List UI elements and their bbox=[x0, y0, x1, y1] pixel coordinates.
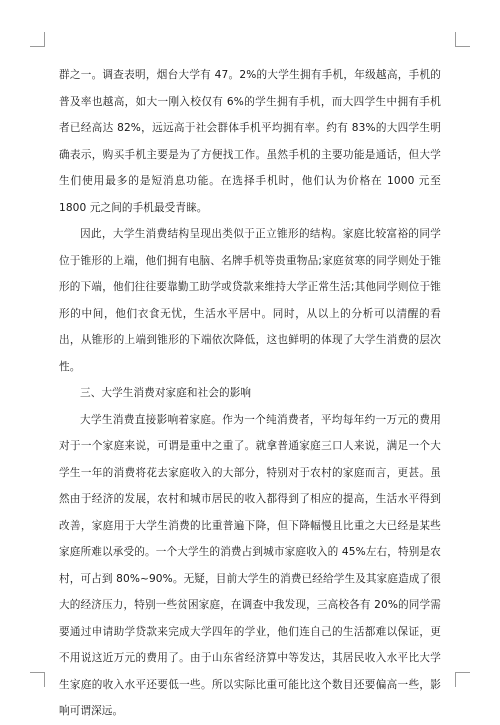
crop-mark-top-left bbox=[30, 32, 45, 47]
crop-mark-bottom-left bbox=[30, 672, 45, 687]
crop-mark-bottom-right bbox=[455, 672, 470, 687]
paragraph-consumption-structure: 因此，大学生消费结构呈现出类似于正立锥形的结构。家庭比较富裕的同学位于锥形的上端，他们拥有电脑、名牌手机等贵重物品;家庭贫寒的同学则处于锥形的下端，他们往往要靠勤工助学或贷款来维持大学正常生活;其他同学则位于锥形的中间，他们衣食无忧，生活水平居中。同时，从以上的分析可以清醒的看出，从锥形的上端到锥形的下端依次降低，这也鲜明的体现了大学生消费的层次性。 bbox=[59, 228, 441, 373]
crop-mark-top-right bbox=[455, 32, 470, 47]
document-body bbox=[59, 62, 441, 725]
paragraph-continuation: 群之一。调查表明，烟台大学有 47。2%的大学生拥有手机，年级越高，手机的普及率也越高，如大一刚入校仅有 6%的学生拥有手机，而大四学生中拥有手机者已经高达 82%，远远高于社会群体手机平均拥有率。约有 83%的大四学生明确表示，购买手机主要是为了方便找工作。虽然手机的主要功能是通话，但大学生们使用最多的是短消息功能。在选择手机时，他们认为价格在 1000 元至 1800 元之间的手机最受青睐。 bbox=[59, 69, 441, 214]
paragraph-family-impact: 大学生消费直接影响着家庭。作为一个纯消费者，平均每年约一万元的费用对于一个家庭来说，可谓是重中之重了。就拿普通家庭三口人来说，满足一个大学生一年的消费将花去家庭收入的大部分，特别对于农村的家庭而言，更甚。虽然由于经济的发展，农村和城市居民的收入都得到了相应的提高，生活水平得到改善，家庭用于大学生消费的比重普遍下降，但下降幅慢且比重之大已经是某些家庭所难以承受的。一个大学生的消费占到城市家庭收入的 45%左右，特别是农村，可占到 80%~90%。无疑，目前大学生的消费已经给学生及其家庭造成了很大的经济压力，特别一些贫困家庭，在调查中我发现，三高校各有 20%的同学需要通过申请助学贷款来完成大学四年的学业，他们连自己的生活都难以保证，更不用说这近万元的费用了。由于山东省经济算中等发达，其居民收入水平比大学生家庭的收入水平还要低一些。所以实际比重可能比这个数目还要偏高一些，影响可谓深远。 bbox=[59, 413, 441, 717]
section-heading: 三、大学生消费对家庭和社会的影响 bbox=[80, 387, 252, 399]
